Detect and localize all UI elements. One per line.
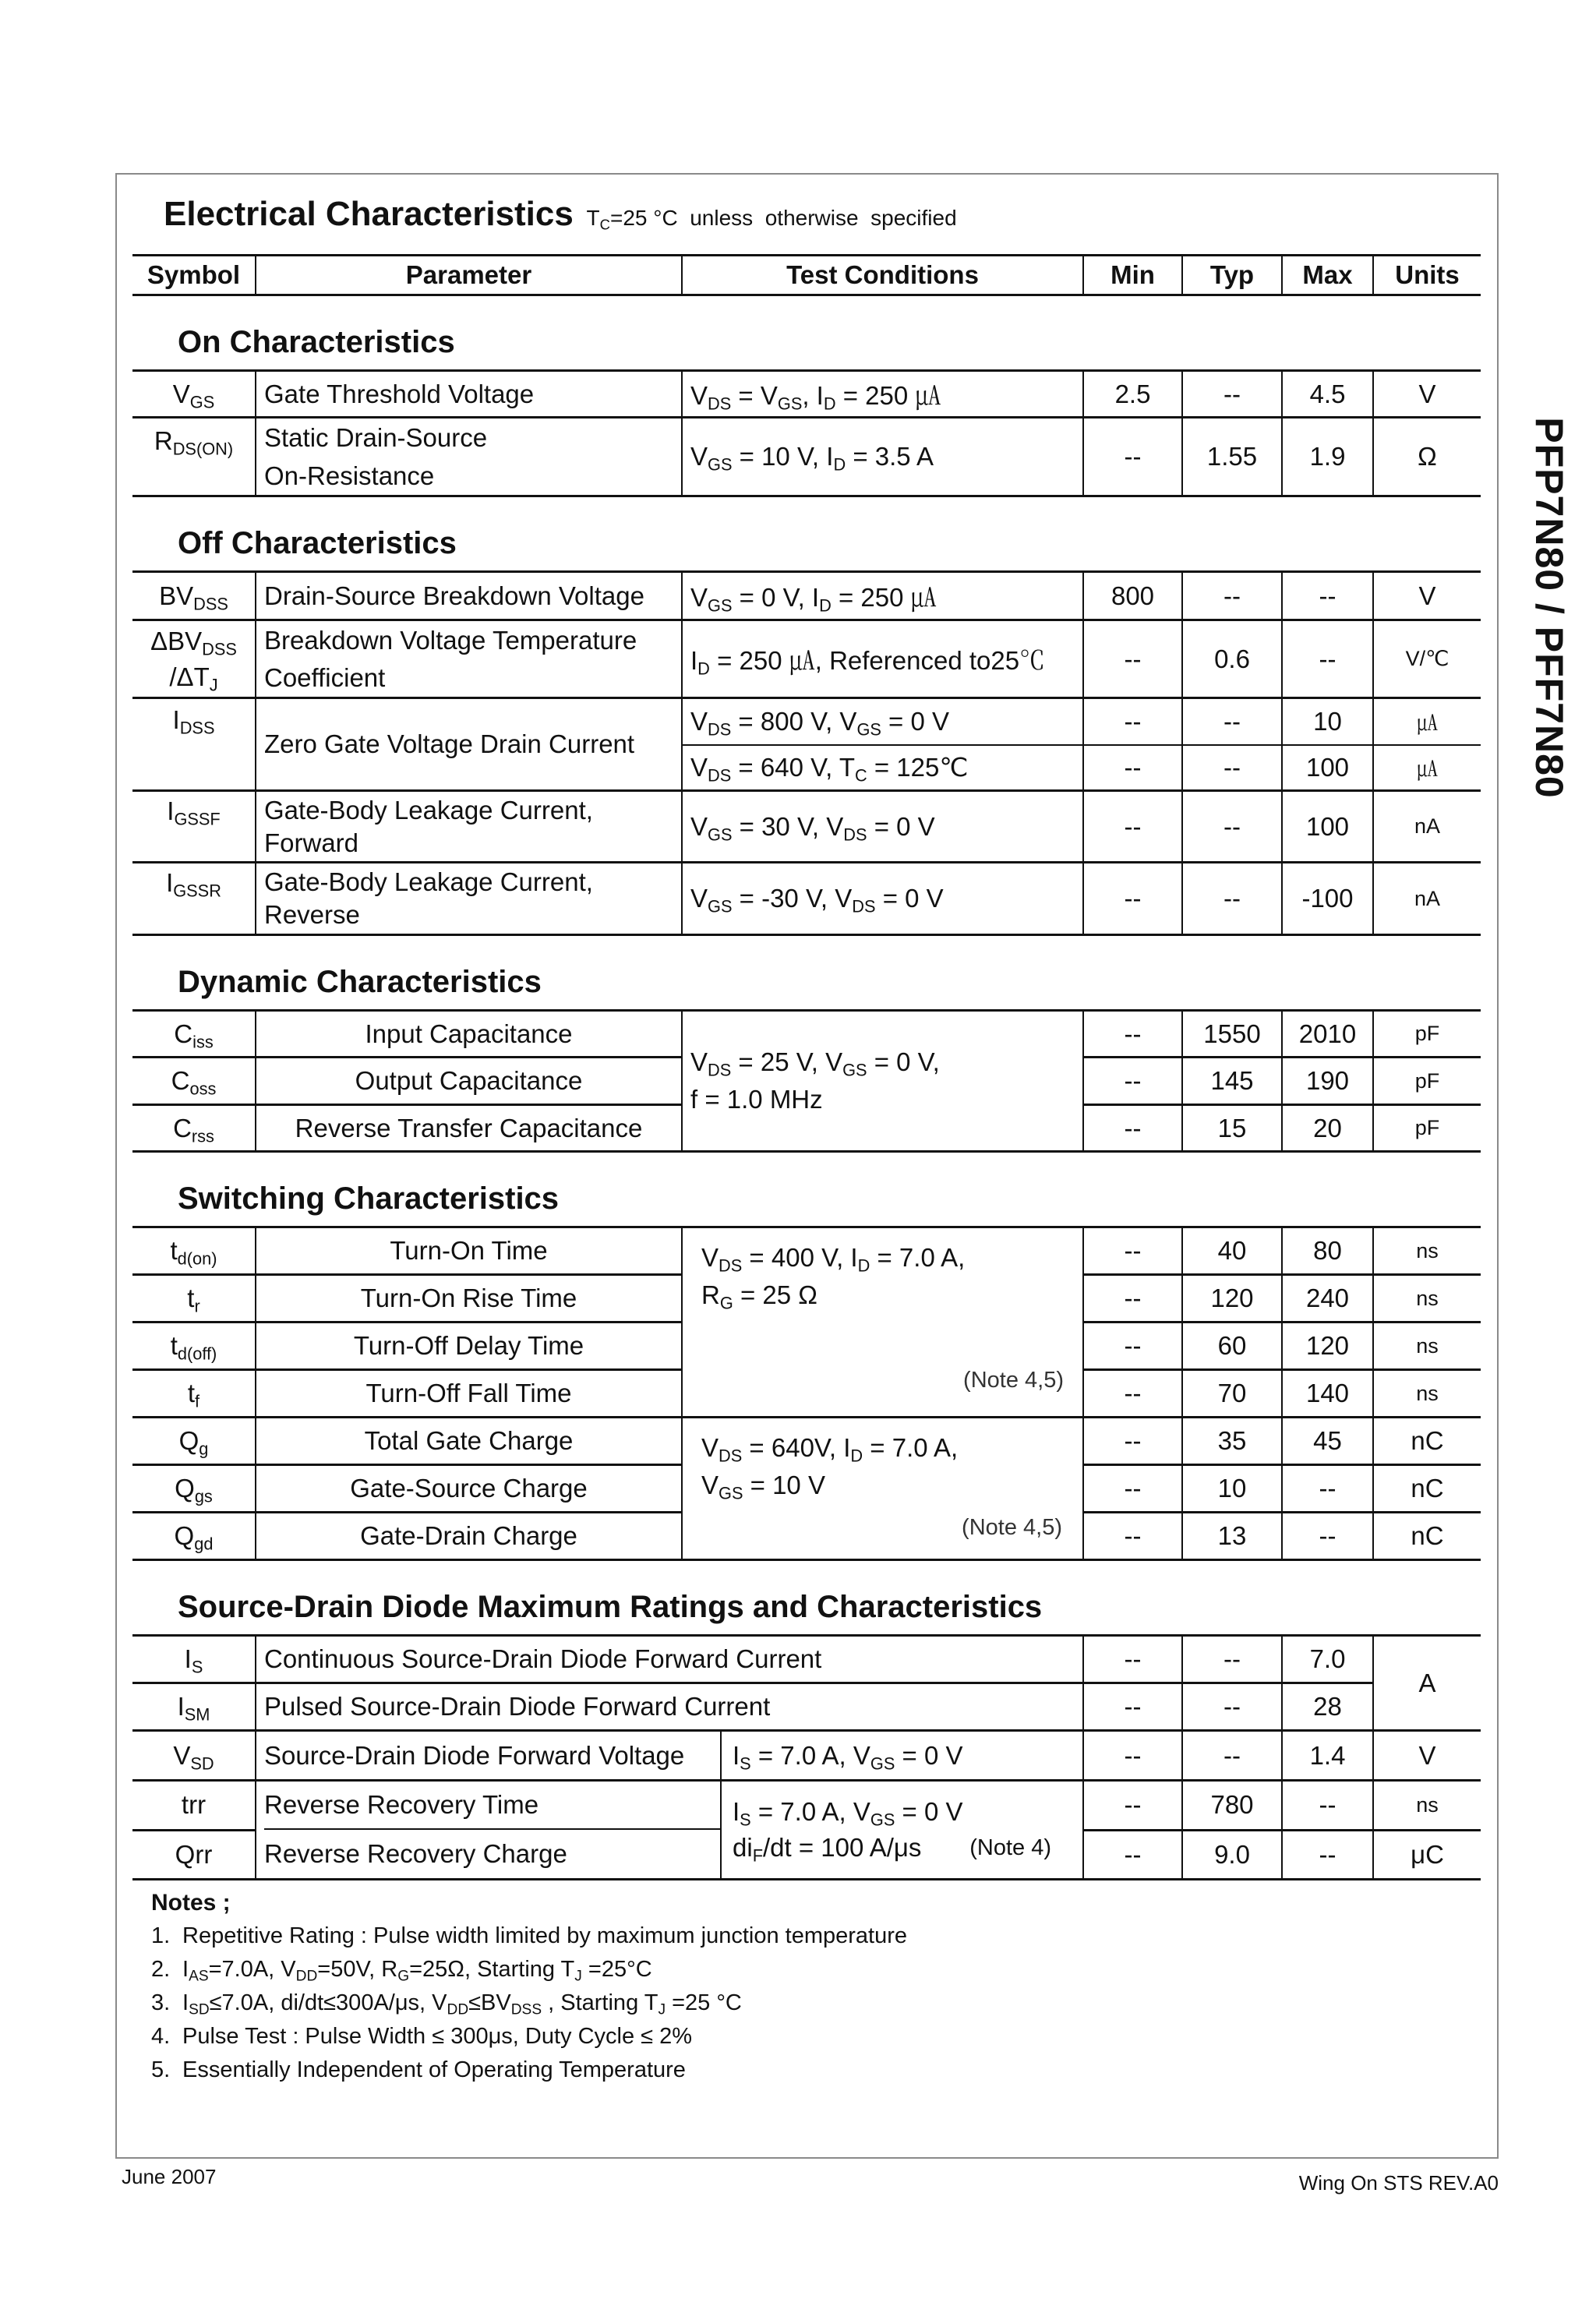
unit-cell: V/℃ <box>1373 620 1481 698</box>
min-cell: -- <box>1083 1011 1182 1058</box>
split-cell <box>256 1732 1082 1779</box>
typ-cell: 60 <box>1182 1323 1282 1370</box>
parameter-stack <box>256 1782 720 1878</box>
note-ref: (Note 4,5) <box>962 1515 1062 1540</box>
unit-cell: ㎂ <box>1373 698 1481 745</box>
table-row <box>132 1636 1481 1683</box>
min-cell: -- <box>1083 791 1182 863</box>
parameter-cell: Gate-Source Charge <box>256 1465 682 1513</box>
parameter-text: Reverse Recovery Time <box>264 1782 720 1830</box>
parameter-cell: Drain-Source Breakdown Voltage <box>256 572 682 620</box>
typ-cell: -- <box>1182 791 1282 863</box>
unit-cell: A <box>1373 1636 1481 1731</box>
note-ref: (Note 4,5) <box>963 1368 1064 1393</box>
condition-cell: $V_{GS} = 10$ V, $I_D = 3.5$ A <box>682 418 1083 496</box>
section-off: Off Characteristics <box>132 496 1481 572</box>
unit-cell: ns <box>1373 1323 1481 1370</box>
parameter-cell: Total Gate Charge <box>256 1418 682 1465</box>
section-dynamic: Dynamic Characteristics <box>132 935 1481 1011</box>
symbol-cell: $I_{GSSR}$ <box>132 863 256 935</box>
parameter-line: On-Resistance <box>264 461 435 490</box>
symbol-cell: $I_{GSSF}$ <box>132 791 256 863</box>
max-cell: 240 <box>1282 1275 1373 1323</box>
parameter-line: Gate-Body Leakage Current, <box>264 795 593 825</box>
symbol-text: t <box>187 1379 196 1407</box>
max-cell: 7.0 <box>1282 1636 1373 1683</box>
parameter-cell: Continuous Source-Drain Diode Forward Current <box>256 1636 1083 1683</box>
unit-cell: ns <box>1373 1781 1481 1831</box>
min-cell: -- <box>1083 1781 1182 1831</box>
note-ref: (Note 4) <box>969 1835 1051 1860</box>
parameter-cell: Gate Threshold Voltage <box>256 371 682 418</box>
unit-cell: V <box>1373 371 1481 418</box>
typ-cell: -- <box>1182 745 1282 791</box>
parameter-condition-cell <box>256 1781 1083 1880</box>
max-cell: -- <box>1282 1513 1373 1560</box>
col-symbol: Symbol <box>132 256 256 295</box>
col-typ: Typ <box>1182 256 1282 295</box>
unit-cell: nA <box>1373 791 1481 863</box>
note-text: Essentially Independent of Operating Temperature <box>182 2057 686 2082</box>
condition-cell: $I_D = 250$ ㎂, Referenced to25℃ <box>682 620 1083 698</box>
table-row <box>132 572 1481 620</box>
table-row <box>132 1418 1481 1465</box>
table-row <box>132 791 1481 863</box>
parameter-cell <box>256 863 682 935</box>
symbol-text: t <box>187 1284 195 1312</box>
unit-cell: nA <box>1373 863 1481 935</box>
condition-text: f = 1.0 MHz <box>690 1085 823 1114</box>
min-cell: -- <box>1083 1105 1182 1152</box>
table-heading <box>164 195 957 234</box>
parameter-line: Reverse <box>264 900 360 929</box>
min-cell: -- <box>1083 1830 1182 1880</box>
parameter-line: Coefficient <box>264 662 386 692</box>
max-cell: 190 <box>1282 1058 1373 1105</box>
table-row <box>132 620 1481 698</box>
electrical-characteristics-table <box>132 254 1481 1880</box>
heading-title: Electrical Characteristics <box>164 195 574 233</box>
parameter-cell <box>256 418 682 496</box>
unit-cell: pF <box>1373 1105 1481 1152</box>
table-header-row <box>132 256 1481 295</box>
col-test-conditions: Test Conditions <box>682 256 1083 295</box>
min-cell: -- <box>1083 1227 1182 1275</box>
unit-cell: ns <box>1373 1227 1481 1275</box>
condition-cell: $V_{GS} = 0$ V, $I_D = 250$ ㎂ <box>682 572 1083 620</box>
max-cell: 45 <box>1282 1418 1373 1465</box>
max-cell: 1.4 <box>1282 1731 1373 1781</box>
col-parameter: Parameter <box>256 256 682 295</box>
parameter-text: Source-Drain Diode Forward Voltage <box>264 1740 685 1770</box>
col-min: Min <box>1083 256 1182 295</box>
min-cell: -- <box>1083 620 1182 698</box>
typ-cell: 1550 <box>1182 1011 1282 1058</box>
max-cell: -- <box>1282 620 1373 698</box>
max-cell: 4.5 <box>1282 371 1373 418</box>
min-cell: -- <box>1083 1683 1182 1731</box>
symbol-cell: $t_f$ <box>132 1370 256 1418</box>
min-cell: -- <box>1083 1418 1182 1465</box>
note-item: 1. Repetitive Rating : Pulse width limited by maximum junction temperature <box>151 1923 908 1948</box>
symbol-cell: $V_{GS}$ <box>132 371 256 418</box>
split-cell <box>256 1782 1082 1878</box>
symbol-cell: $V_{SD}$ <box>132 1731 256 1781</box>
condition-cell: $V_{GS} = 30$ V, $V_{DS} = 0$ V <box>682 791 1083 863</box>
table-row <box>132 1731 1481 1781</box>
unit-cell: nC <box>1373 1465 1481 1513</box>
table-row <box>132 371 1481 418</box>
typ-cell: 120 <box>1182 1275 1282 1323</box>
table-row <box>132 1781 1481 1831</box>
parameter-cell: Pulsed Source-Drain Diode Forward Current <box>256 1683 1083 1731</box>
typ-cell: -- <box>1182 698 1282 745</box>
min-cell: -- <box>1083 418 1182 496</box>
typ-cell: 9.0 <box>1182 1830 1282 1880</box>
max-cell: -- <box>1282 1465 1373 1513</box>
max-cell: -- <box>1282 1830 1373 1880</box>
symbol-cell: $I_S$ <box>132 1636 256 1683</box>
condition-cell: $V_{DS} = 640$ V, $T_C$ = 125℃ <box>682 745 1083 791</box>
unit-cell: ns <box>1373 1370 1481 1418</box>
col-max: Max <box>1282 256 1373 295</box>
note-text: Repetitive Rating : Pulse width limited by maximum junction temperature <box>182 1923 908 1948</box>
typ-cell: 40 <box>1182 1227 1282 1275</box>
unit-cell: nC <box>1373 1513 1481 1560</box>
symbol-cell: $C_{rss}$ <box>132 1105 256 1152</box>
max-cell: -- <box>1282 572 1373 620</box>
unit-cell: Ω <box>1373 418 1481 496</box>
symbol-cell: Qrr <box>132 1830 256 1880</box>
min-cell: -- <box>1083 1731 1182 1781</box>
parameter-cell: Reverse Transfer Capacitance <box>256 1105 682 1152</box>
parameter-cell: Turn-Off Delay Time <box>256 1323 682 1370</box>
parameter-cell: Gate-Drain Charge <box>256 1513 682 1560</box>
unit-cell: pF <box>1373 1011 1481 1058</box>
parameter-cell <box>256 620 682 698</box>
max-cell: -100 <box>1282 863 1373 935</box>
parameter-text: Reverse Recovery Charge <box>264 1839 567 1868</box>
table-row <box>132 1011 1481 1058</box>
min-cell: -- <box>1083 1513 1182 1560</box>
unit-cell: pF <box>1373 1058 1481 1105</box>
condition-text: $I_S = 7.0$ A, $V_{GS} = 0$ V $di_F/dt = 100$ A/μs (Note 4) <box>720 1782 1082 1878</box>
table-row <box>132 863 1481 935</box>
symbol-cell: $C_{oss}$ <box>132 1058 256 1105</box>
max-cell: 1.9 <box>1282 418 1373 496</box>
note-item: 5. Essentially Independent of Operating Temperature <box>151 2057 686 2082</box>
condition-cell: $V_{DS} = 800$ V, $V_{GS} = 0$ V <box>682 698 1083 745</box>
condition-cell: $V_{DS} = V_{GS}$, $I_D = 250$ ㎂ <box>682 371 1083 418</box>
symbol-cell: $\Delta BV_{DSS}$ $/\Delta T_J$ <box>132 620 256 698</box>
min-cell: -- <box>1083 1636 1182 1683</box>
max-cell: 120 <box>1282 1323 1373 1370</box>
symbol-cell: $t_{d(off)}$ <box>132 1323 256 1370</box>
parameter-line: Gate-Body Leakage Current, <box>264 867 593 896</box>
condition-cell: $V_{DS} = 25$ V, $V_{GS} = 0$ V, f = 1.0 MHz <box>682 1011 1083 1152</box>
min-cell: -- <box>1083 1058 1182 1105</box>
parameter-cell: Turn-On Rise Time <box>256 1275 682 1323</box>
typ-cell: -- <box>1182 1683 1282 1731</box>
parameter-condition-cell <box>256 1731 1083 1781</box>
symbol-cell: $C_{iss}$ <box>132 1011 256 1058</box>
min-cell: -- <box>1083 1370 1182 1418</box>
max-cell: -- <box>1282 1781 1373 1831</box>
typ-cell: -- <box>1182 572 1282 620</box>
parameter-cell: Output Capacitance <box>256 1058 682 1105</box>
max-cell: 100 <box>1282 745 1373 791</box>
typ-cell: 10 <box>1182 1465 1282 1513</box>
symbol-cell: $Q_{gs}$ <box>132 1465 256 1513</box>
parameter-line: Static Drain-Source <box>264 423 488 452</box>
typ-cell: 15 <box>1182 1105 1282 1152</box>
typ-cell: -- <box>1182 1636 1282 1683</box>
parameter-cell: Input Capacitance <box>256 1011 682 1058</box>
min-cell: -- <box>1083 863 1182 935</box>
min-cell: -- <box>1083 745 1182 791</box>
typ-cell: 145 <box>1182 1058 1282 1105</box>
parameter-cell: Zero Gate Voltage Drain Current <box>256 698 682 791</box>
condition-cell: $V_{GS} = -30$ V, $V_{DS} = 0$ V <box>682 863 1083 935</box>
symbol-cell: $I_{DSS}$ <box>132 698 256 791</box>
max-cell: 140 <box>1282 1370 1373 1418</box>
part-number-title: PFP7N80 / PFF7N80 <box>1527 417 1571 799</box>
notes-block <box>151 1886 907 2087</box>
max-cell: 10 <box>1282 698 1373 745</box>
note-text: Pulse Test : Pulse Width ≤ 300μs, Duty Cycle ≤ 2% <box>182 2024 693 2049</box>
section-switching: Switching Characteristics <box>132 1152 1481 1227</box>
note-item: 4. Pulse Test : Pulse Width ≤ 300μs, Duty Cycle ≤ 2% <box>151 2024 693 2049</box>
note-item: 2. $I_{AS}=7.0A$, $V_{DD}=50V$, $R_G=25\Omega$, Starting $T_J =25^\circ C$ <box>151 1957 652 1985</box>
parameter-cell <box>256 791 682 863</box>
typ-cell: -- <box>1182 1731 1282 1781</box>
parameter-cell: Turn-Off Fall Time <box>256 1370 682 1418</box>
unit-cell: V <box>1373 1731 1481 1781</box>
max-cell: 28 <box>1282 1683 1373 1731</box>
min-cell: -- <box>1083 1275 1182 1323</box>
section-on: On Characteristics <box>132 295 1481 371</box>
max-cell: 20 <box>1282 1105 1373 1152</box>
unit-cell: V <box>1373 572 1481 620</box>
typ-cell: 13 <box>1182 1513 1282 1560</box>
col-units: Units <box>1373 256 1481 295</box>
symbol-cell: trr <box>132 1781 256 1831</box>
typ-cell: 35 <box>1182 1418 1282 1465</box>
min-cell: 800 <box>1083 572 1182 620</box>
symbol-cell: $I_{SM}$ <box>132 1683 256 1731</box>
notes-title: Notes ; <box>151 1890 231 1916</box>
unit-cell: ㎂ <box>1373 745 1481 791</box>
typ-cell: 70 <box>1182 1370 1282 1418</box>
parameter-line: Breakdown Voltage Temperature <box>264 625 637 655</box>
parameter-cell: Turn-On Time <box>256 1227 682 1275</box>
footer-date: June 2007 <box>122 2165 217 2188</box>
condition-cell: $V_{DS} = 640V$, $I_D = 7.0$ A, $V_{GS} = 10$ V (Note 4,5) <box>682 1418 1083 1560</box>
unit-cell: μC <box>1373 1830 1481 1880</box>
min-cell: -- <box>1083 1465 1182 1513</box>
max-cell: 2010 <box>1282 1011 1373 1058</box>
heading-condition: $T_C=25$ °C unless otherwise specified <box>586 206 957 233</box>
min-cell: -- <box>1083 1323 1182 1370</box>
unit-cell: nC <box>1373 1418 1481 1465</box>
condition-text: $I_S = 7.0$ A, $V_{GS} = 0$ V <box>720 1732 1082 1779</box>
symbol-cell: $BV_{DSS}$ <box>132 572 256 620</box>
table-row <box>132 418 1481 496</box>
symbol-cell: $Q_g$ <box>132 1418 256 1465</box>
typ-cell: 0.6 <box>1182 620 1282 698</box>
typ-cell: 780 <box>1182 1781 1282 1831</box>
table-row <box>132 698 1481 745</box>
condition-cell: $V_{DS} = 400$ V, $I_D = 7.0$ A, $R_G = 25$ Ω (Note 4,5) <box>682 1227 1083 1418</box>
parameter-line: Forward <box>264 828 359 857</box>
section-diode: Source-Drain Diode Maximum Ratings and Characteristics <box>132 1560 1481 1636</box>
table-row <box>132 1683 1481 1731</box>
typ-cell: -- <box>1182 863 1282 935</box>
typ-cell: 1.55 <box>1182 418 1282 496</box>
min-cell: -- <box>1083 698 1182 745</box>
typ-cell: -- <box>1182 371 1282 418</box>
max-cell: 100 <box>1282 791 1373 863</box>
symbol-cell: $Q_{gd}$ <box>132 1513 256 1560</box>
condition-text: = 250 ㎂, Referenced to25℃ <box>717 646 1046 675</box>
table-row <box>132 1227 1481 1275</box>
min-cell: 2.5 <box>1083 371 1182 418</box>
note-item: 3. $I_{SD}\le 7.0A$, di/dt≤300A/μs, $V_{DD}\le BV_{DSS}$ , Starting $T_J =25$ °C <box>151 1990 742 2018</box>
footer-revision: Wing On STS REV.A0 <box>1298 2171 1499 2195</box>
unit-cell: ns <box>1373 1275 1481 1323</box>
symbol-cell: $t_{d(on)}$ <box>132 1227 256 1275</box>
max-cell: 80 <box>1282 1227 1373 1275</box>
symbol-cell: $t_r$ <box>132 1275 256 1323</box>
symbol-cell: $R_{DS(ON)}$ <box>132 418 256 496</box>
